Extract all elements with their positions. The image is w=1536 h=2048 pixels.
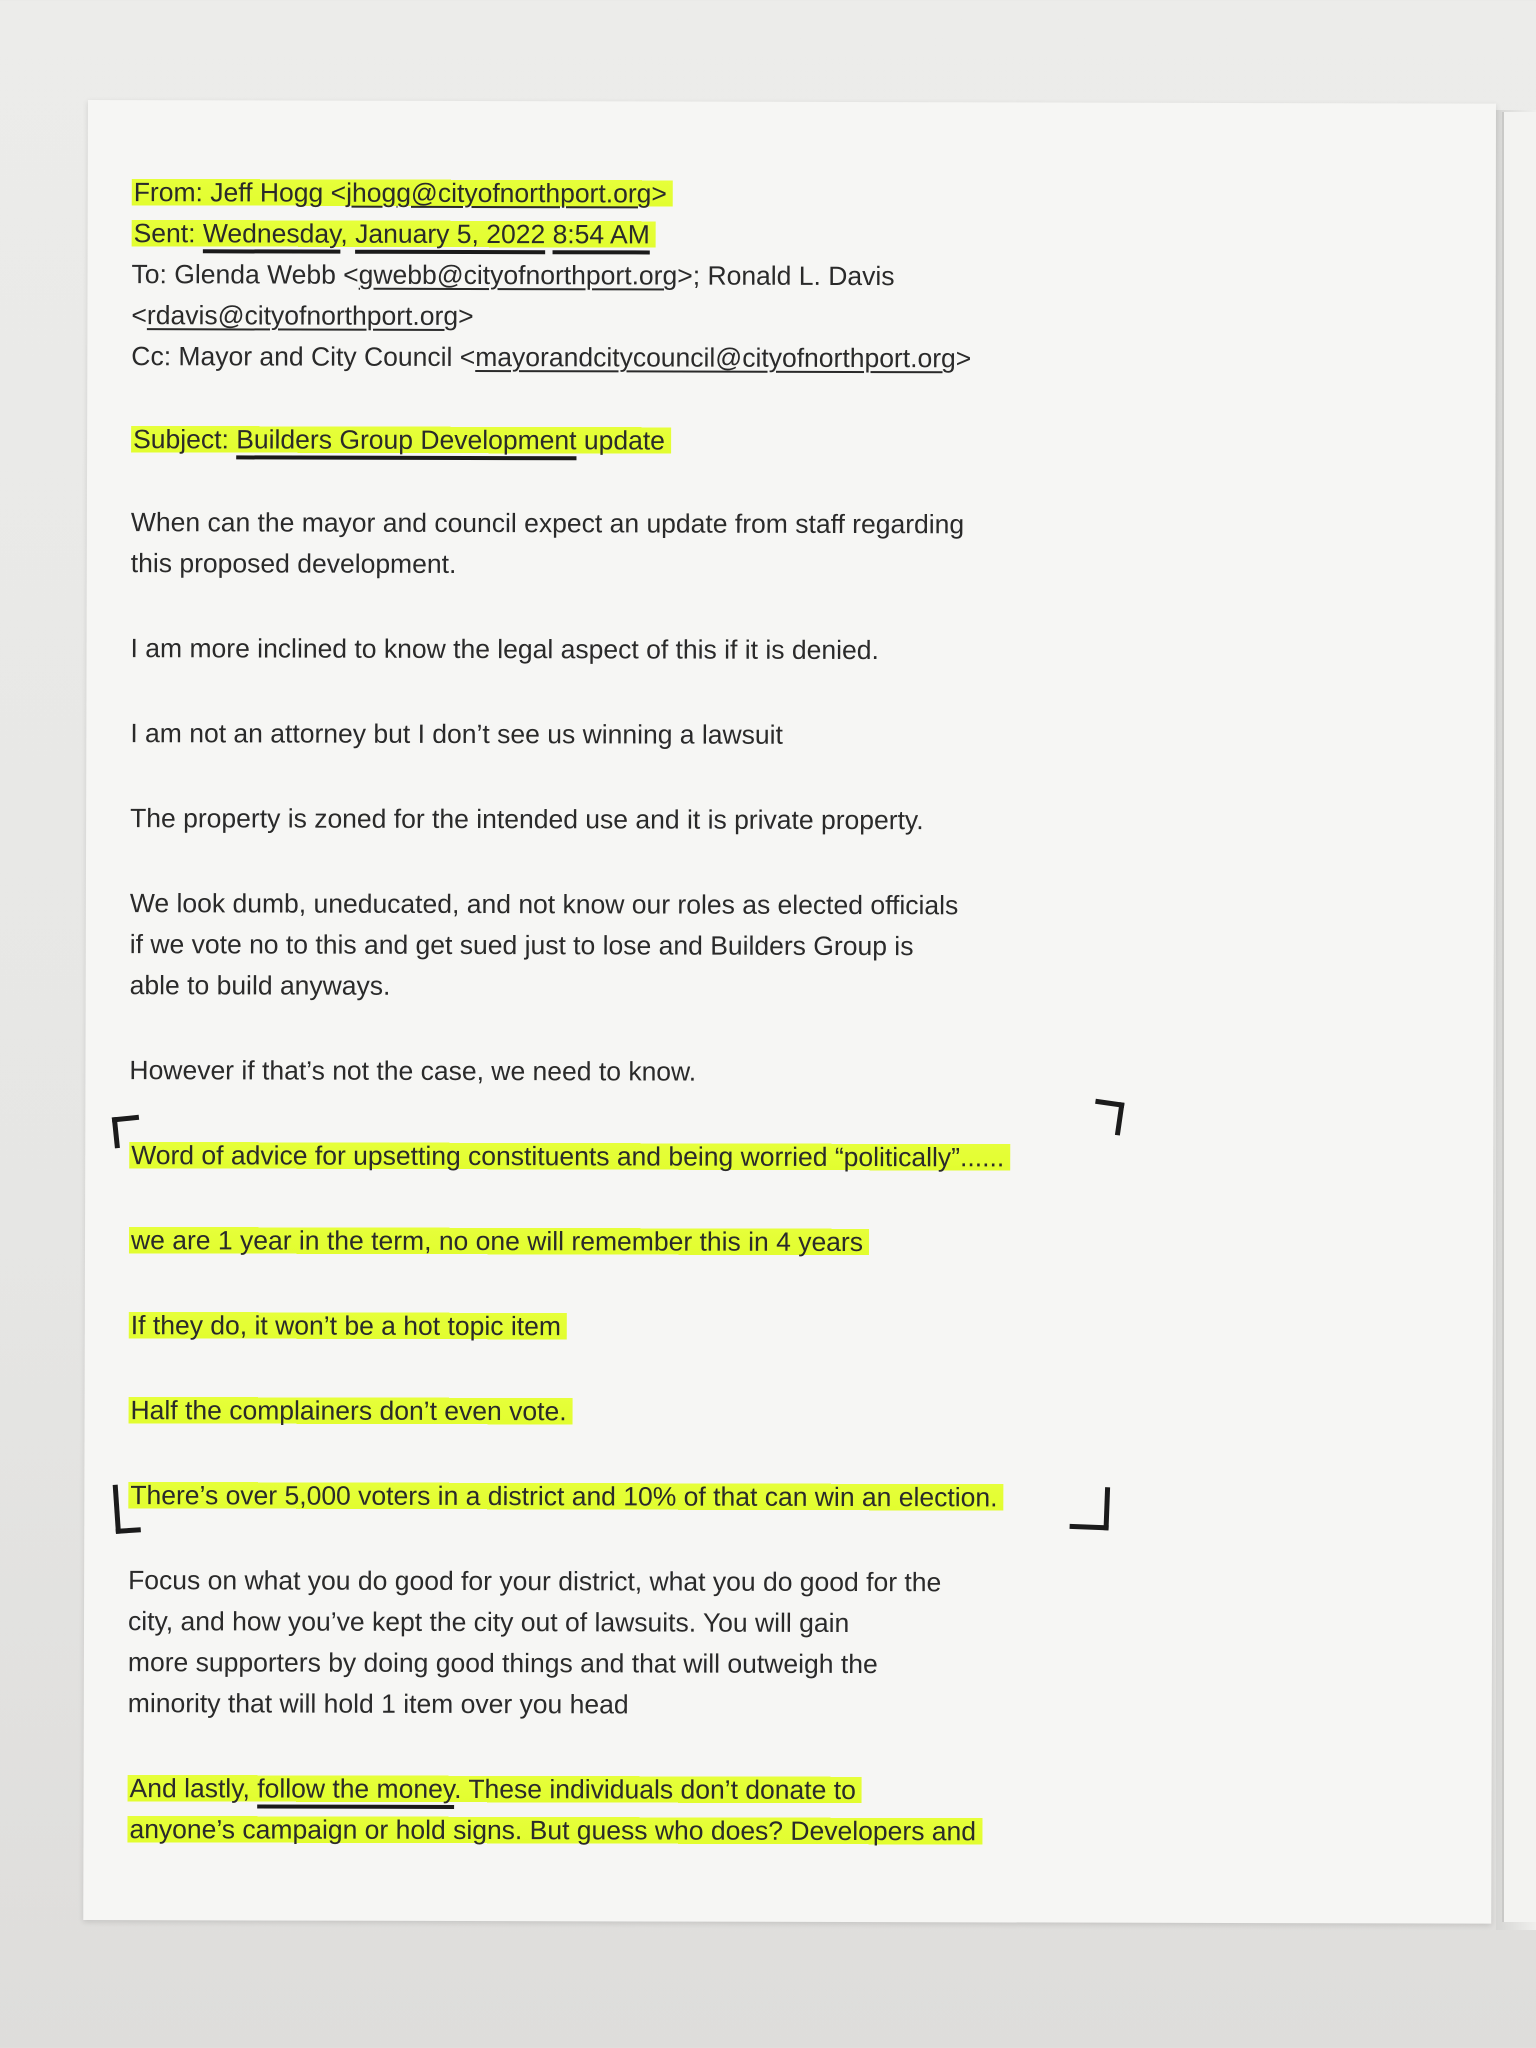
- body-p9: If they do, it won’t be a hot topic item: [129, 1305, 1249, 1349]
- body-p12-line3: more supporters by doing good things and that will outweigh the: [127, 1647, 878, 1680]
- subject-underlined: Builders Group Development: [236, 424, 577, 456]
- sent-weekday: Wednesday: [202, 218, 341, 249]
- body-p6: However if that’s not the case, we need to know.: [129, 1055, 697, 1087]
- body-p3: I am not an attorney but I don’t see us winning a lawsuit: [130, 718, 783, 750]
- body-p5-line3: able to build anyways.: [129, 970, 391, 1001]
- body-p1-line1: When can the mayor and council expect an update from staff regarding: [130, 507, 965, 540]
- bracket-top-right-icon: [1091, 1099, 1124, 1136]
- from-line: From: Jeff Hogg <jhogg@cityofnorthport.org>: [132, 172, 1252, 216]
- body-p12-line4: minority that will hold 1 item over you head: [127, 1688, 629, 1720]
- body-p10: Half the complainers don’t even vote.: [129, 1390, 1249, 1434]
- sent-date: January 5, 2022: [355, 218, 546, 250]
- from-address: jhogg@cityofnorthport.org: [346, 177, 652, 209]
- body-p12-line2: city, and how you’ve kept the city out of lawsuits. You will gain: [127, 1606, 850, 1638]
- body-p5-line1: We look dumb, uneducated, and not know our roles as elected officials: [129, 888, 959, 921]
- cc-line: Cc: Mayor and City Council <mayorandcitycouncil@cityofnorthport.org>: [131, 341, 972, 374]
- bracket-bottom-left-icon: [113, 1483, 141, 1534]
- body-p11: There’s over 5,000 voters in a district and 10% of that can win an election.: [128, 1475, 1248, 1519]
- body-p8: we are 1 year in the term, no one will remember this in 4 years: [129, 1220, 1249, 1264]
- email-printout: [127, 172, 1251, 1853]
- body-p7: Word of advice for upsetting constituents and being worried “politically”......: [129, 1135, 1249, 1179]
- bracket-top-left-icon: [112, 1115, 142, 1149]
- body-p1-line2: this proposed development.: [130, 548, 457, 579]
- subject-line: Subject: Builders Group Development update: [131, 419, 1251, 463]
- sent-line: Sent: Wednesday, January 5, 2022 8:54 AM: [132, 213, 1252, 257]
- body-p12-line1: Focus on what you do good for your district, what you do good for the: [128, 1565, 942, 1598]
- printed-page: [83, 100, 1496, 1924]
- body-p5-line2: if we vote no to this and get sued just to lose and Builders Group is: [129, 929, 914, 962]
- body-p2: I am more inclined to know the legal aspect of this if it is denied.: [130, 633, 879, 666]
- follow-the-money: follow the money: [257, 1773, 455, 1804]
- bracket-bottom-right-icon: [1070, 1486, 1111, 1530]
- to-line-cont: <rdavis@cityofnorthport.org>: [131, 300, 474, 332]
- body-p4: The property is zoned for the intended use and it is private property.: [130, 803, 924, 836]
- sent-time: 8:54 AM: [552, 219, 650, 250]
- body-p13-line2: anyone’s campaign or hold signs. But guess who does? Developers and: [127, 1809, 1247, 1853]
- underlying-sheet: [1502, 112, 1536, 1922]
- to-line: To: Glenda Webb <gwebb@cityofnorthport.org>; Ronald L. Davis: [131, 259, 895, 292]
- body-p13-line1: And lastly, follow the money. These individuals don’t donate to: [128, 1768, 1248, 1812]
